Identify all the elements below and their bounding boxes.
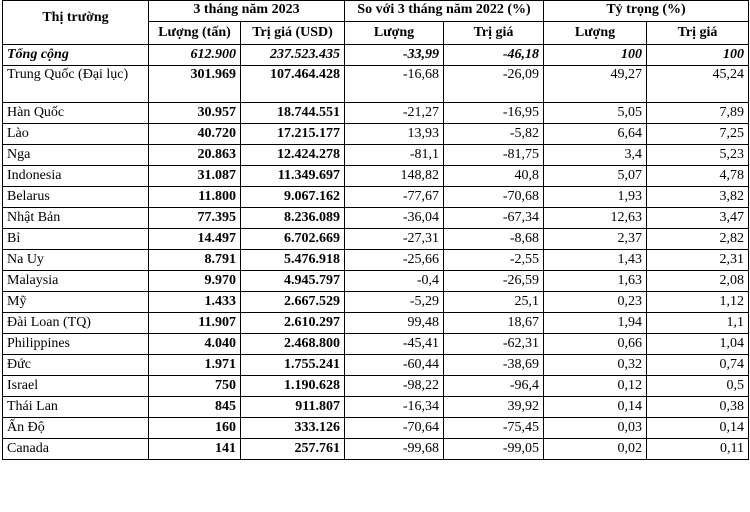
value-cell: 257.761 [241, 439, 345, 460]
cmp-value-cell: 18,67 [444, 313, 544, 334]
total-row [3, 45, 749, 66]
qty-cell: 1.433 [149, 292, 241, 313]
share-value-cell: 1,04 [647, 334, 749, 355]
qty-cell: 40.720 [149, 124, 241, 145]
market-name: Ấn Độ [3, 418, 149, 439]
value-cell: 4.945.797 [241, 271, 345, 292]
market-name: Malaysia [3, 271, 149, 292]
qty-cell: 11.800 [149, 187, 241, 208]
market-name: Belarus [3, 187, 149, 208]
share-value-cell: 0,14 [647, 418, 749, 439]
cmp-qty-cell: -0,4 [345, 271, 444, 292]
cmp-value-cell: -38,69 [444, 355, 544, 376]
cmp-value-cell: -26,09 [444, 66, 544, 103]
share-value-cell: 7,25 [647, 124, 749, 145]
qty-cell: 141 [149, 439, 241, 460]
qty-cell: 845 [149, 397, 241, 418]
market-name: Trung Quốc (Đại lục) [3, 66, 149, 103]
value-cell: 2.468.800 [241, 334, 345, 355]
qty-cell: 750 [149, 376, 241, 397]
share-qty-cell: 3,4 [544, 145, 647, 166]
header-share-value: Trị giá [647, 22, 749, 45]
qty-cell: 1.971 [149, 355, 241, 376]
table-row [3, 103, 749, 124]
cmp-qty-cell: -21,27 [345, 103, 444, 124]
table-row [3, 292, 749, 313]
cmp-value-cell: -70,68 [444, 187, 544, 208]
header-value-usd: Trị giá (USD) [241, 22, 345, 45]
total-share-value: 100 [647, 45, 749, 66]
share-value-cell: 3,82 [647, 187, 749, 208]
cmp-qty-cell: -77,67 [345, 187, 444, 208]
market-name: Mỹ [3, 292, 149, 313]
market-name: Nhật Bản [3, 208, 149, 229]
table-row [3, 376, 749, 397]
share-value-cell: 1,1 [647, 313, 749, 334]
cmp-qty-cell: -16,68 [345, 66, 444, 103]
share-qty-cell: 0,66 [544, 334, 647, 355]
market-name: Thái Lan [3, 397, 149, 418]
share-value-cell: 4,78 [647, 166, 749, 187]
cmp-value-cell: -75,45 [444, 418, 544, 439]
cmp-qty-cell: -70,64 [345, 418, 444, 439]
value-cell: 17.215.177 [241, 124, 345, 145]
share-qty-cell: 12,63 [544, 208, 647, 229]
share-qty-cell: 5,07 [544, 166, 647, 187]
share-qty-cell: 49,27 [544, 66, 647, 103]
market-name: Philippines [3, 334, 149, 355]
cmp-value-cell: 25,1 [444, 292, 544, 313]
cmp-value-cell: -26,59 [444, 271, 544, 292]
share-qty-cell: 1,63 [544, 271, 647, 292]
value-cell: 2.610.297 [241, 313, 345, 334]
share-value-cell: 2,08 [647, 271, 749, 292]
market-name: Đức [3, 355, 149, 376]
header-share-qty: Lượng [544, 22, 647, 45]
qty-cell: 31.087 [149, 166, 241, 187]
share-value-cell: 0,5 [647, 376, 749, 397]
value-cell: 8.236.089 [241, 208, 345, 229]
table-row [3, 313, 749, 334]
cmp-qty-cell: -5,29 [345, 292, 444, 313]
market-name: Lào [3, 124, 149, 145]
share-qty-cell: 0,14 [544, 397, 647, 418]
cmp-value-cell: 40,8 [444, 166, 544, 187]
market-name: Đài Loan (TQ) [3, 313, 149, 334]
share-qty-cell: 1,43 [544, 250, 647, 271]
value-cell: 12.424.278 [241, 145, 345, 166]
total-share-qty: 100 [544, 45, 647, 66]
cmp-qty-cell: 13,93 [345, 124, 444, 145]
value-cell: 333.126 [241, 418, 345, 439]
value-cell: 11.349.697 [241, 166, 345, 187]
cmp-qty-cell: 148,82 [345, 166, 444, 187]
table-row [3, 355, 749, 376]
table-row [3, 145, 749, 166]
share-qty-cell: 0,23 [544, 292, 647, 313]
qty-cell: 301.969 [149, 66, 241, 103]
table-row [3, 229, 749, 250]
market-name: Indonesia [3, 166, 149, 187]
table-row [3, 271, 749, 292]
cmp-qty-cell: 99,48 [345, 313, 444, 334]
total-cmp-value: -46,18 [444, 45, 544, 66]
share-qty-cell: 0,03 [544, 418, 647, 439]
header-market: Thị trường [3, 1, 149, 45]
share-value-cell: 5,23 [647, 145, 749, 166]
cmp-value-cell: -2,55 [444, 250, 544, 271]
share-qty-cell: 5,05 [544, 103, 647, 124]
qty-cell: 20.863 [149, 145, 241, 166]
value-cell: 2.667.529 [241, 292, 345, 313]
share-value-cell: 7,89 [647, 103, 749, 124]
qty-cell: 30.957 [149, 103, 241, 124]
share-qty-cell: 1,93 [544, 187, 647, 208]
share-qty-cell: 0,02 [544, 439, 647, 460]
cmp-value-cell: -67,34 [444, 208, 544, 229]
value-cell: 18.744.551 [241, 103, 345, 124]
total-value: 237.523.435 [241, 45, 345, 66]
value-cell: 6.702.669 [241, 229, 345, 250]
cmp-value-cell: -99,05 [444, 439, 544, 460]
header-share: Tỷ trọng (%) [544, 1, 749, 22]
cmp-value-cell: -96,4 [444, 376, 544, 397]
market-name: Canada [3, 439, 149, 460]
value-cell: 107.464.428 [241, 66, 345, 103]
share-value-cell: 2,82 [647, 229, 749, 250]
market-name: Nga [3, 145, 149, 166]
share-qty-cell: 1,94 [544, 313, 647, 334]
total-label: Tổng cộng [3, 45, 149, 66]
table-row [3, 250, 749, 271]
table-row [3, 124, 749, 145]
value-cell: 9.067.162 [241, 187, 345, 208]
cmp-qty-cell: -36,04 [345, 208, 444, 229]
table-row [3, 66, 749, 103]
market-name: Hàn Quốc [3, 103, 149, 124]
table-row [3, 208, 749, 229]
share-qty-cell: 6,64 [544, 124, 647, 145]
share-qty-cell: 0,12 [544, 376, 647, 397]
market-name: Bỉ [3, 229, 149, 250]
cmp-value-cell: -62,31 [444, 334, 544, 355]
cmp-qty-cell: -45,41 [345, 334, 444, 355]
cmp-value-cell: -8,68 [444, 229, 544, 250]
share-value-cell: 3,47 [647, 208, 749, 229]
cmp-qty-cell: -25,66 [345, 250, 444, 271]
value-cell: 1.755.241 [241, 355, 345, 376]
table-row [3, 187, 749, 208]
header-compare: So với 3 tháng năm 2022 (%) [345, 1, 544, 22]
table-row [3, 439, 749, 460]
cmp-qty-cell: -81,1 [345, 145, 444, 166]
total-qty: 612.900 [149, 45, 241, 66]
total-cmp-qty: -33,99 [345, 45, 444, 66]
market-name: Israel [3, 376, 149, 397]
cmp-qty-cell: -98,22 [345, 376, 444, 397]
header-period: 3 tháng năm 2023 [149, 1, 345, 22]
share-value-cell: 0,11 [647, 439, 749, 460]
table-row [3, 334, 749, 355]
qty-cell: 160 [149, 418, 241, 439]
table-row [3, 418, 749, 439]
cmp-qty-cell: -99,68 [345, 439, 444, 460]
value-cell: 911.807 [241, 397, 345, 418]
value-cell: 5.476.918 [241, 250, 345, 271]
market-table [2, 0, 749, 460]
header-cmp-qty: Lượng [345, 22, 444, 45]
cmp-qty-cell: -16,34 [345, 397, 444, 418]
share-value-cell: 0,74 [647, 355, 749, 376]
table-row [3, 397, 749, 418]
qty-cell: 14.497 [149, 229, 241, 250]
cmp-value-cell: -81,75 [444, 145, 544, 166]
header-row-1 [3, 1, 749, 22]
table-row [3, 166, 749, 187]
share-value-cell: 1,12 [647, 292, 749, 313]
cmp-value-cell: 39,92 [444, 397, 544, 418]
share-qty-cell: 2,37 [544, 229, 647, 250]
qty-cell: 77.395 [149, 208, 241, 229]
cmp-value-cell: -16,95 [444, 103, 544, 124]
share-value-cell: 45,24 [647, 66, 749, 103]
value-cell: 1.190.628 [241, 376, 345, 397]
header-cmp-value: Trị giá [444, 22, 544, 45]
qty-cell: 11.907 [149, 313, 241, 334]
header-qty-tons: Lượng (tấn) [149, 22, 241, 45]
cmp-qty-cell: -27,31 [345, 229, 444, 250]
market-name: Na Uy [3, 250, 149, 271]
qty-cell: 8.791 [149, 250, 241, 271]
share-value-cell: 0,38 [647, 397, 749, 418]
share-qty-cell: 0,32 [544, 355, 647, 376]
qty-cell: 4.040 [149, 334, 241, 355]
cmp-qty-cell: -60,44 [345, 355, 444, 376]
share-value-cell: 2,31 [647, 250, 749, 271]
qty-cell: 9.970 [149, 271, 241, 292]
cmp-value-cell: -5,82 [444, 124, 544, 145]
